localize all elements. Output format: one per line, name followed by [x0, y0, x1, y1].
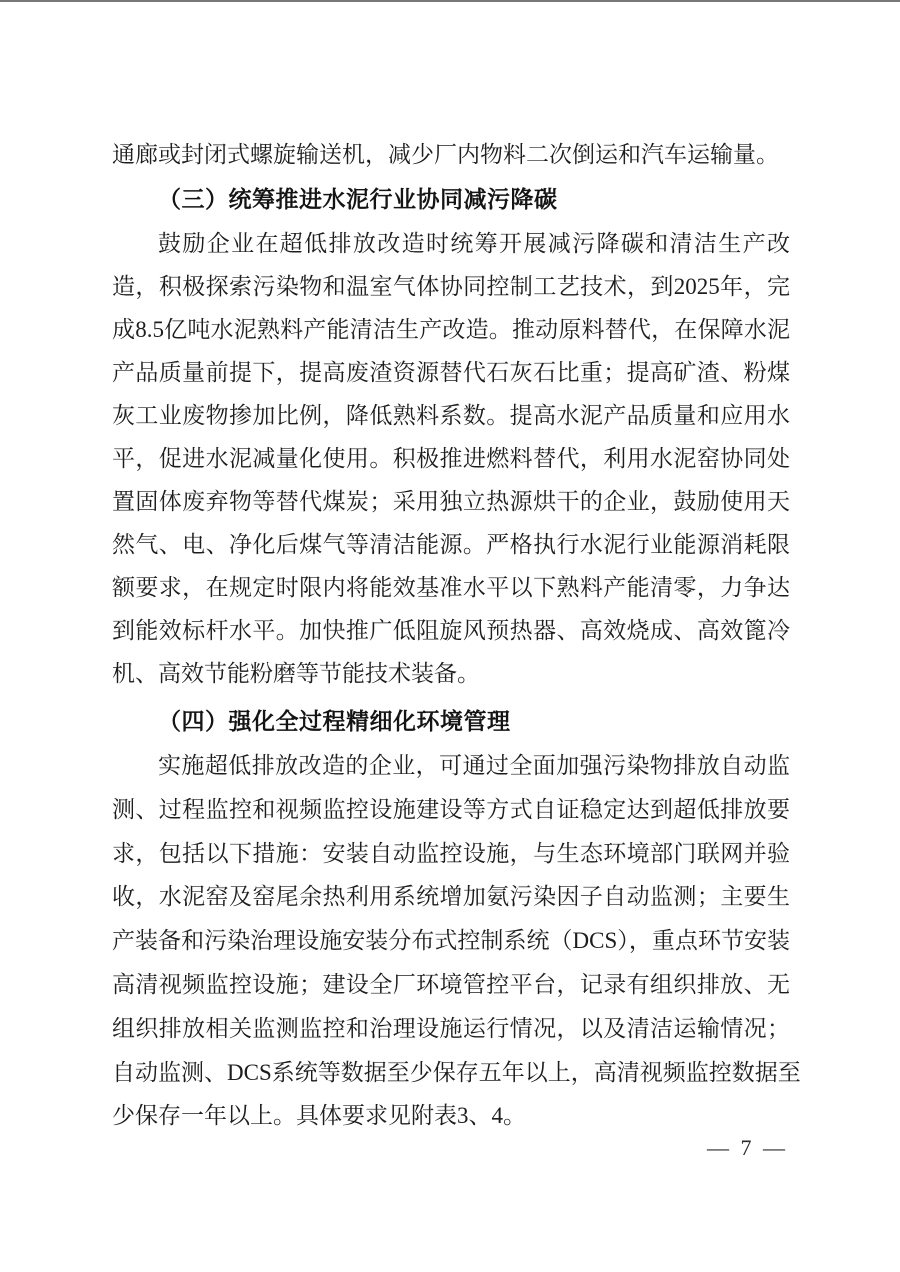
text-line: 到能效标杆水平。加快推广低阻旋风预热器、高效烧成、高效篦冷 [112, 618, 790, 643]
text-line: 机、高效节能粉磨等节能技术装备。 [112, 661, 480, 686]
section-4-paragraph [112, 744, 801, 1138]
text-line: 造，积极探索污染物和温室气体协同控制工艺技术，到2025年，完 [112, 274, 790, 299]
text-line: 少保存一年以上。具体要求见附表3、4。 [112, 1103, 526, 1129]
page-number: — 7 — [707, 1135, 788, 1160]
text-line: 求，包括以下措施：安装自动监控设施，与生态环境部门联网并验 [112, 840, 790, 866]
scan-top-edge-line [0, 0, 900, 2]
text-line: 灰工业废物掺加比例，降低熟料系数。提高水泥产品质量和应用水 [112, 403, 790, 428]
text-line: 鼓励企业在超低排放改造时统筹开展减污降碳和清洁生产改 [158, 231, 790, 256]
text-line: 自动监测、DCS系统等数据至少保存五年以上，高清视频监控数据至 [112, 1059, 801, 1085]
text-line: 平，促进水泥减量化使用。积极推进燃料替代，利用水泥窑协同处 [112, 446, 790, 471]
text-line: 收，水泥窑及窑尾余热利用系统增加氨污染因子自动监测；主要生 [112, 884, 790, 910]
text-line: 测、过程监控和视频监控设施建设等方式自证稳定达到超低排放要 [112, 796, 790, 822]
text-line: 高清视频监控设施；建设全厂环境管控平台，记录有组织排放、无 [112, 971, 790, 997]
text-line: 然气、电、净化后煤气等清洁能源。严格执行水泥行业能源消耗限 [112, 532, 790, 557]
text-line: 成8.5亿吨水泥熟料产能清洁生产改造。推动原料替代，在保障水泥 [112, 317, 790, 342]
previous-paragraph-last-line: 通廊或封闭式螺旋输送机，减少厂内物料二次倒运和汽车运输量。 [112, 142, 779, 167]
text-line: 额要求，在规定时限内将能效基准水平以下熟料产能清零，力争达 [112, 575, 790, 600]
section-3-paragraph [112, 222, 790, 695]
text-line: 产装备和污染治理设施安装分布式控制系统（DCS），重点环节安装 [112, 928, 790, 954]
text-line: 实施超低排放改造的企业，可通过全面加强污染物排放自动监 [158, 753, 790, 778]
text-line: 置固体废弃物等替代煤炭；采用独立热源烘干的企业，鼓励使用天 [112, 489, 790, 514]
text-line: 产品质量前提下，提高废渣资源替代石灰石比重；提高矿渣、粉煤 [112, 360, 790, 385]
text-line: 组织排放相关监测监控和治理设施运行情况，以及清洁运输情况； [112, 1015, 790, 1041]
section-4-heading: （四）强化全过程精细化环境管理 [158, 708, 511, 734]
section-3-heading: （三）统筹推进水泥行业协同减污降碳 [158, 186, 558, 212]
